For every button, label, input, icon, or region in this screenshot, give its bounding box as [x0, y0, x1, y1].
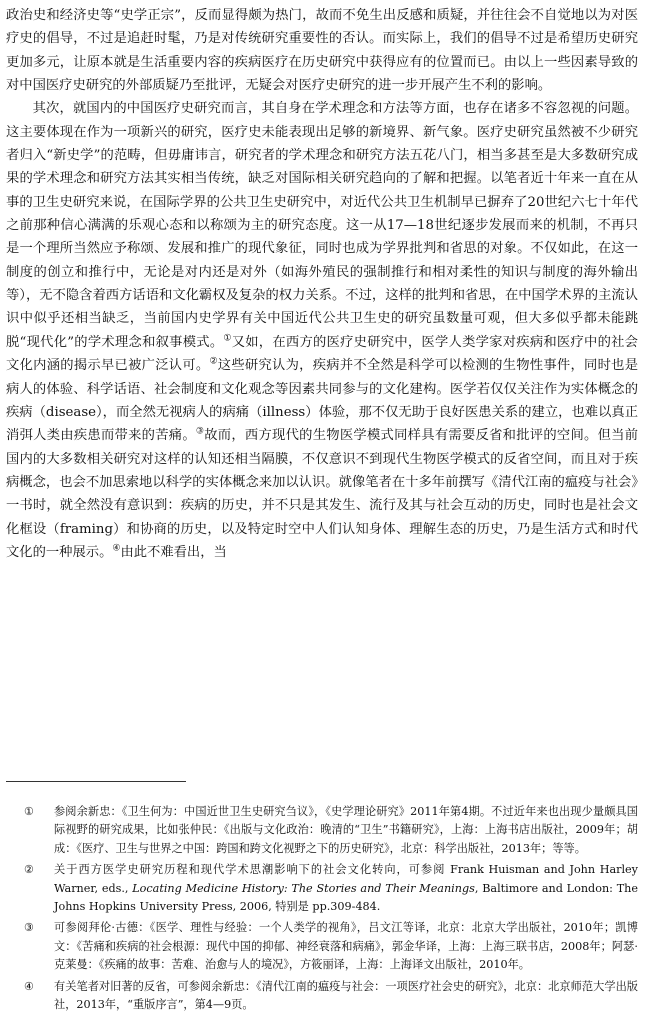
footnote-text: 参阅余新忠：《卫生何为：中国近世卫生史研究刍议》，《史学理论研究》2011年第4期。不过近年来也出现少量颇具国际视野的研究成果，比如张仲民：《出版与文化政治：晚清的“卫生”书籍研究》，上海：上海书店出版社，2009年；胡成：《医疗、卫生与世界之中国：跨国和跨文化视野之下的历史研究》，北京：科学出版社，2013年；等等。 — [54, 805, 638, 855]
footnote-mark: ④ — [24, 979, 35, 993]
footnote-mark: ② — [24, 863, 35, 877]
paragraph-2-part-4: 故而，西方现代的生物医学模式同样具有需要反省和批评的空间。但当前国内的大多数相关研究对这样的认知还相当隔膜，不仅意识不到现代生物医学模式的反省空间，而且对于疾病概念，也会不加思索地以科学的实体概念来加以认识。就像笔者在十多年前撰写《清代江南的瘟疫与社会》一书时，就全然没有意识到：疾病的历史，并不只是其发生、流行及其与社会互动的历史，同时也是社会文化框设（framing）和协商的历史，以及特定时空中人们认知身体、理解生态的历史，乃是生活方式和时代文化的一种展示。 — [6, 428, 638, 560]
footnote-text: 可参阅拜伦·古德：《医学、理性与经验：一个人类学的视角》，吕文江等译，北京：北京大学出版社，2010年；凯博文：《苦痛和疾病的社会根源：现代中国的抑郁、神经衰落和病痛》，郭金华译，上海：上海三联书店，2008年；阿瑟·克莱曼：《疾痛的故事：苦难、治愈与人的境况》，方筱丽译，上海：上海译文出版社，2010年。 — [54, 921, 638, 972]
paragraph-2-part-3: 这些研究认为，疾病并不全然是科学可以检测的生物性事件，同时也是病人的体验、科学话语、社会制度和文化观念等因素共同参与的文化建构。医学若仅仅关注作为实体概念的疾病（disease），而全然无视病人的病痛（illness）体验，那不仅无助于良好医患关系的建立，也难以真正消弭人类由疾患而带来的苦痛。 — [6, 358, 638, 444]
footnote-1 — [24, 803, 638, 858]
footnote-mark: ③ — [24, 921, 35, 935]
footnote-text: 有关笔者对旧著的反省，可参阅余新忠：《清代江南的瘟疫与社会：一项医疗社会史的研究》，北京：北京师范大学出版社，2013年，“重版序言”，第4—9页。 — [54, 979, 638, 1012]
paragraph-2-part-2: 又如，在西方的医疗史研究中，医学人类学家对疾病和医疗中的社会文化内涵的揭示早已被广泛认可。 — [6, 334, 638, 374]
paragraph-2-part-1: 其次，就国内的中国医疗史研究而言，其自身在学术理念和方法等方面，也存在诸多不容忽视的问题。这主要体现在作为一项新兴的研究，医疗史未能表现出足够的新境界、新气象。医疗史研究虽然被不少研究者归入“新史学”的范畴，但毋庸讳言，研究者的学术理念和研究方法五花八门，相当多甚至是大多数研究成果的学术理念和研究方法其实相当传统，缺乏对国际相关研究趋向的了解和把握。以笔者近十年来一直在从事的卫生史研究来说，在国际学界的公共卫生史研究中，对近代公共卫生机制早已摒弃了20世纪六七十年代之前那种信心满满的乐观心态和以称颂为主的研究态度。这一从17—18世纪逐步发展而来的机制，不再只是一个理所当然应予称颂、发展和推广的现代象征，同时也成为学界批判和省思的对象。不仅如此，在这一制度的创立和推行中，无论是对内还是对外（如海外殖民的强制推行和相对柔性的知识与制度的海外输出等），无不隐含着西方话语和文化霸权及复杂的权力关系。不过，这样的批判和省思，在中国学术界的主流认识中似乎还相当缺乏，当前国内史学界有关中国近代公共卫生史的研究虽数量可观，但大多似乎都未能跳脱“现代化”的学术理念和叙事模式。 — [6, 101, 638, 350]
footnote-mark: ① — [24, 805, 35, 818]
footnote-ref-1[interactable]: ① — [223, 333, 232, 344]
paragraph-1: 政治史和经济史等“史学正宗”，反而显得颇为热门，故而不免生出反感和质疑，并往往会不自觉地以为对医疗史的倡导，不过是追赶时髦，乃是对传统研究重要性的否认。而实际上，我们的倡导不过是希望历史研究更加多元，让原本就是生活重要内容的疾病医疗在历史研究中获得应有的位置而已。由以上一些因素导致的对中国医疗史研究的外部质疑乃至批评，无疑会对医疗史研究的进一步开展产生不利的影响。 — [6, 8, 638, 94]
footnote-2 — [24, 861, 638, 916]
paragraph-2-part-5: 由此不难看出，当 — [120, 544, 227, 560]
footnote-ref-2[interactable]: ② — [209, 356, 218, 367]
footnote-ref-3[interactable]: ③ — [195, 426, 205, 437]
footnote-divider — [6, 781, 186, 782]
footnote-book-title: Locating Medicine History: The Stories and Their Meanings — [132, 881, 475, 895]
footnote-text-part-2: , Baltimore and London: The Johns Hopkins University Press, 2006, 特别是 pp.309-484. — [54, 881, 638, 914]
footnote-text-part-1: 关于西方医学史研究历程和现代学术思潮影响下的社会文化转向，可参阅 Frank Huisman and John Harley Warner, eds., — [54, 863, 638, 895]
paragraph-2 — [6, 97, 638, 564]
footnote-3 — [24, 919, 638, 974]
footnote-ref-4[interactable]: ④ — [112, 543, 121, 554]
footnotes — [24, 803, 638, 1017]
main-text — [6, 4, 638, 564]
footnote-4 — [24, 978, 638, 1015]
